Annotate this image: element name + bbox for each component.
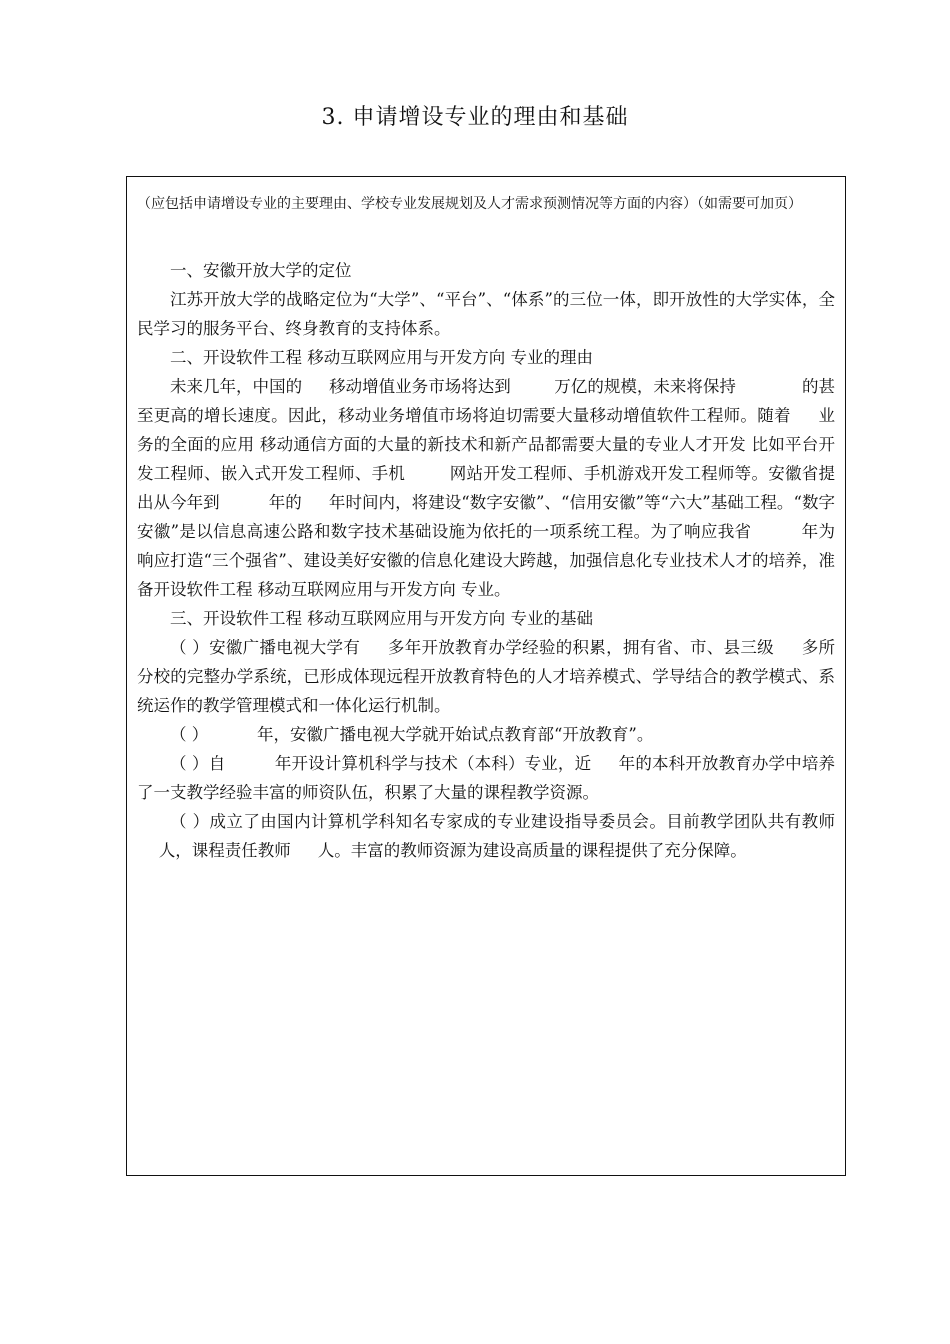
section-title-reasons: 二、开设软件工程 移动互联网应用与开发方向 专业的理由 xyxy=(170,348,593,367)
paragraph-foundation-3: （ ）自 年开设计算机科学与技术（本科）专业，近 年的本科开放教育办学中培养了一支教学经验丰富的师资队伍，积累了大量的课程教学资源。 xyxy=(137,754,835,802)
section-title-foundation: 三、开设软件工程 移动互联网应用与开发方向 专业的基础 xyxy=(170,609,593,628)
paragraph-reasons: 未来几年，中国的 移动增值业务市场将达到 万亿的规模，未来将保持 的甚至更高的增长速度。因此，移动业务增值市场将迫切需要大量移动增值软件工程师。随着 业务的全面的应用 移动通信方面的大量的新技术和新产品都需要大量的专业人才开发 比如平台开发工程师、嵌入式开发工程师、手机 网站开发工程师、手机游戏开发工程师等。安徽省提出从今年到 年的 年时间内，将建设“数字安徽”、“信用安徽”等“六大”基础工程。“数字安徽”是以信息高速公路和数字技术基础设施为依托的一项系统工程。为了响应我省 年为响应打造“三个强省”、建设美好安徽的信息化建设大跨越，加强信息化专业技术人才的培养，准备开设软件工程 移动互联网应用与开发方向 专业。 xyxy=(137,377,835,599)
body-text xyxy=(137,256,835,865)
content-box xyxy=(126,176,846,1176)
paragraph-foundation-4: （ ）成立了由国内计算机学科知名专家成的专业建设指导委员会。目前教学团队共有教师 人，课程责任教师 人。丰富的教师资源为建设高质量的课程提供了充分保障。 xyxy=(137,812,835,860)
instruction-note: （应包括申请增设专业的主要理由、学校专业发展规划及人才需求预测情况等方面的内容）（如需要可加页） xyxy=(137,196,802,212)
paragraph-positioning: 江苏开放大学的战略定位为“大学”、“平台”、“体系”的三位一体，即开放性的大学实体，全民学习的服务平台、终身教育的支持体系。 xyxy=(137,290,835,338)
paragraph-foundation-2: （ ） 年，安徽广播电视大学就开始试点教育部“开放教育”。 xyxy=(170,725,654,744)
section-title-positioning: 一、安徽开放大学的定位 xyxy=(170,261,352,280)
paragraph-foundation-1: （ ）安徽广播电视大学有 多年开放教育办学经验的积累，拥有省、市、县三级 多所分校的完整办学系统，已形成体现远程开放教育特色的人才培养模式、学导结合的教学模式、系统运作的教学管理模式和一体化运行机制。 xyxy=(137,638,835,715)
section-heading: 3. 申请增设专业的理由和基础 xyxy=(321,105,629,130)
